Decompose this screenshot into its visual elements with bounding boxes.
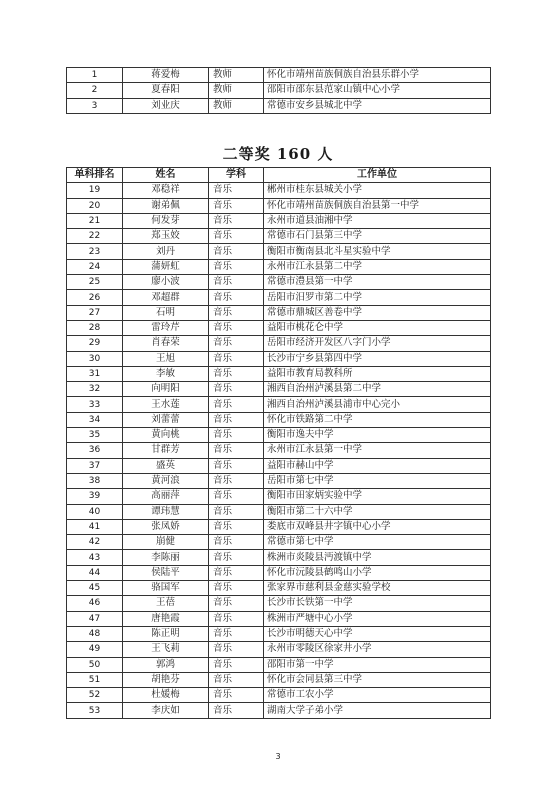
table-row bbox=[67, 320, 491, 335]
table-row bbox=[67, 703, 491, 718]
unit-cell: 常德市澧县第一中学 bbox=[264, 275, 491, 290]
subject-cell: 音乐 bbox=[209, 443, 264, 458]
rank-cell: 20 bbox=[67, 198, 123, 213]
subject-cell: 音乐 bbox=[209, 672, 264, 687]
unit-cell: 湖南大学子弟小学 bbox=[264, 703, 491, 718]
subject-cell: 音乐 bbox=[209, 565, 264, 580]
table-row bbox=[67, 535, 491, 550]
unit-cell: 益阳市教育局教科所 bbox=[264, 366, 491, 381]
unit-cell: 怀化市靖州苗族侗族自治县第一中学 bbox=[264, 198, 491, 213]
unit-cell: 永州市道县油湘中学 bbox=[264, 213, 491, 228]
rank-cell: 27 bbox=[67, 305, 123, 320]
name-cell: 盛英 bbox=[123, 458, 209, 473]
subject-cell: 音乐 bbox=[209, 535, 264, 550]
unit-cell: 永州市江永县第二中学 bbox=[264, 259, 491, 274]
rank-cell: 19 bbox=[67, 183, 123, 198]
subject-cell: 音乐 bbox=[209, 382, 264, 397]
name-cell: 高丽萍 bbox=[123, 489, 209, 504]
name-cell: 刘业庆 bbox=[123, 98, 209, 113]
rank-cell: 29 bbox=[67, 336, 123, 351]
name-cell: 唐艳霞 bbox=[123, 611, 209, 626]
table-row bbox=[67, 68, 491, 83]
table-row bbox=[67, 657, 491, 672]
unit-cell: 长沙市明德天心中学 bbox=[264, 626, 491, 641]
subject-cell: 教师 bbox=[209, 98, 264, 113]
table-row bbox=[67, 275, 491, 290]
rank-cell: 48 bbox=[67, 626, 123, 641]
rank-cell: 32 bbox=[67, 382, 123, 397]
unit-cell: 永州市江永县第一中学 bbox=[264, 443, 491, 458]
name-cell: 邓稳祥 bbox=[123, 183, 209, 198]
subject-cell: 音乐 bbox=[209, 642, 264, 657]
rank-cell: 49 bbox=[67, 642, 123, 657]
subject-cell: 音乐 bbox=[209, 596, 264, 611]
name-cell: 王蓓 bbox=[123, 596, 209, 611]
name-cell: 谭玮慧 bbox=[123, 504, 209, 519]
subject-cell: 音乐 bbox=[209, 229, 264, 244]
unit-cell: 株洲市炎陵县沔渡镇中学 bbox=[264, 550, 491, 565]
unit-cell: 衡阳市衡南县北斗星实验中学 bbox=[264, 244, 491, 259]
table-row bbox=[67, 229, 491, 244]
rank-cell: 50 bbox=[67, 657, 123, 672]
header-subject: 学科 bbox=[209, 168, 264, 183]
table-row bbox=[67, 519, 491, 534]
unit-cell: 长沙市宁乡县第四中学 bbox=[264, 351, 491, 366]
rank-cell: 22 bbox=[67, 229, 123, 244]
rank-cell: 43 bbox=[67, 550, 123, 565]
subject-cell: 音乐 bbox=[209, 259, 264, 274]
unit-cell: 湘西自治州泸溪县浦市中心完小 bbox=[264, 397, 491, 412]
name-cell: 李庆如 bbox=[123, 703, 209, 718]
unit-cell: 益阳市桃花仑中学 bbox=[264, 320, 491, 335]
header-rank: 单科排名 bbox=[67, 168, 123, 183]
unit-cell: 常德市石门县第三中学 bbox=[264, 229, 491, 244]
subject-cell: 音乐 bbox=[209, 412, 264, 427]
subject-cell: 音乐 bbox=[209, 244, 264, 259]
unit-cell: 常德市第七中学 bbox=[264, 535, 491, 550]
subject-cell: 音乐 bbox=[209, 305, 264, 320]
subject-cell: 音乐 bbox=[209, 213, 264, 228]
subject-cell: 音乐 bbox=[209, 657, 264, 672]
rank-cell: 31 bbox=[67, 366, 123, 381]
unit-cell: 益阳市赫山中学 bbox=[264, 458, 491, 473]
subject-cell: 音乐 bbox=[209, 183, 264, 198]
table-row bbox=[67, 366, 491, 381]
name-cell: 王飞莉 bbox=[123, 642, 209, 657]
table-row bbox=[67, 443, 491, 458]
rank-cell: 44 bbox=[67, 565, 123, 580]
unit-cell: 邵阳市第一中学 bbox=[264, 657, 491, 672]
second-prize-table-body bbox=[67, 183, 491, 718]
unit-cell: 娄底市双峰县井字镇中心小学 bbox=[264, 519, 491, 534]
name-cell: 夏春阳 bbox=[123, 83, 209, 98]
name-cell: 张凤娇 bbox=[123, 519, 209, 534]
unit-cell: 郴州市桂东县城关小学 bbox=[264, 183, 491, 198]
unit-cell: 永州市零陵区徐家井小学 bbox=[264, 642, 491, 657]
table-row bbox=[67, 489, 491, 504]
name-cell: 郭鸿 bbox=[123, 657, 209, 672]
rank-cell: 25 bbox=[67, 275, 123, 290]
name-cell: 黄向桃 bbox=[123, 428, 209, 443]
table-row bbox=[67, 198, 491, 213]
table-row bbox=[67, 473, 491, 488]
continued-award-table-body bbox=[67, 68, 491, 114]
name-cell: 雷玲芹 bbox=[123, 320, 209, 335]
subject-cell: 音乐 bbox=[209, 473, 264, 488]
unit-cell: 衡阳市第二十六中学 bbox=[264, 504, 491, 519]
rank-cell: 26 bbox=[67, 290, 123, 305]
name-cell: 谢弟佩 bbox=[123, 198, 209, 213]
name-cell: 胡艳芬 bbox=[123, 672, 209, 687]
rank-cell: 53 bbox=[67, 703, 123, 718]
name-cell: 刘蕾蕾 bbox=[123, 412, 209, 427]
subject-cell: 音乐 bbox=[209, 366, 264, 381]
subject-cell: 音乐 bbox=[209, 626, 264, 641]
rank-cell: 28 bbox=[67, 320, 123, 335]
subject-cell: 音乐 bbox=[209, 290, 264, 305]
table-row bbox=[67, 626, 491, 641]
subject-cell: 音乐 bbox=[209, 519, 264, 534]
rank-cell: 51 bbox=[67, 672, 123, 687]
name-cell: 廖小波 bbox=[123, 275, 209, 290]
name-cell: 李敏 bbox=[123, 366, 209, 381]
subject-cell: 音乐 bbox=[209, 688, 264, 703]
table-row bbox=[67, 259, 491, 274]
table-row bbox=[67, 244, 491, 259]
name-cell: 甘群芳 bbox=[123, 443, 209, 458]
rank-cell: 42 bbox=[67, 535, 123, 550]
table-row bbox=[67, 98, 491, 113]
table-row bbox=[67, 183, 491, 198]
subject-cell: 音乐 bbox=[209, 550, 264, 565]
rank-cell: 2 bbox=[67, 83, 123, 98]
name-cell: 邓超群 bbox=[123, 290, 209, 305]
unit-cell: 岳阳市经济开发区八字门小学 bbox=[264, 336, 491, 351]
rank-cell: 34 bbox=[67, 412, 123, 427]
section-heading: 二等奖 160 人 bbox=[222, 145, 334, 163]
table-row bbox=[67, 688, 491, 703]
unit-cell: 长沙市长铁第一中学 bbox=[264, 596, 491, 611]
rank-cell: 39 bbox=[67, 489, 123, 504]
rank-cell: 45 bbox=[67, 581, 123, 596]
name-cell: 骆国军 bbox=[123, 581, 209, 596]
rank-cell: 40 bbox=[67, 504, 123, 519]
subject-cell: 音乐 bbox=[209, 428, 264, 443]
page-number: 3 bbox=[275, 752, 281, 761]
table-row bbox=[67, 672, 491, 687]
rank-cell: 37 bbox=[67, 458, 123, 473]
rank-cell: 35 bbox=[67, 428, 123, 443]
table-row bbox=[67, 581, 491, 596]
subject-cell: 音乐 bbox=[209, 458, 264, 473]
name-cell: 何发芽 bbox=[123, 213, 209, 228]
name-cell: 陈正明 bbox=[123, 626, 209, 641]
unit-cell: 湘西自治州泸溪县第二中学 bbox=[264, 382, 491, 397]
rank-cell: 21 bbox=[67, 213, 123, 228]
unit-cell: 株洲市严塘中心小学 bbox=[264, 611, 491, 626]
name-cell: 王水莲 bbox=[123, 397, 209, 412]
table-row bbox=[67, 213, 491, 228]
subject-cell: 音乐 bbox=[209, 611, 264, 626]
name-cell: 李陈丽 bbox=[123, 550, 209, 565]
table-row bbox=[67, 290, 491, 305]
table-row bbox=[67, 305, 491, 320]
table-row bbox=[67, 611, 491, 626]
header-unit: 工作单位 bbox=[264, 168, 491, 183]
rank-cell: 23 bbox=[67, 244, 123, 259]
name-cell: 蒲妍虹 bbox=[123, 259, 209, 274]
second-prize-table bbox=[66, 167, 491, 719]
rank-cell: 41 bbox=[67, 519, 123, 534]
unit-cell: 常德市安乡县城北中学 bbox=[264, 98, 491, 113]
header-name: 姓名 bbox=[123, 168, 209, 183]
name-cell: 郑玉姣 bbox=[123, 229, 209, 244]
unit-cell: 怀化市沅陵县鹤鸣山小学 bbox=[264, 565, 491, 580]
table-row bbox=[67, 504, 491, 519]
subject-cell: 音乐 bbox=[209, 320, 264, 335]
table-row bbox=[67, 83, 491, 98]
subject-cell: 教师 bbox=[209, 83, 264, 98]
unit-cell: 邵阳市邵东县范家山镇中心小学 bbox=[264, 83, 491, 98]
rank-cell: 3 bbox=[67, 98, 123, 113]
name-cell: 崩健 bbox=[123, 535, 209, 550]
table-row bbox=[67, 397, 491, 412]
name-cell: 侯陆平 bbox=[123, 565, 209, 580]
name-cell: 王旭 bbox=[123, 351, 209, 366]
table-row bbox=[67, 336, 491, 351]
name-cell: 黄河浪 bbox=[123, 473, 209, 488]
rank-cell: 24 bbox=[67, 259, 123, 274]
rank-cell: 1 bbox=[67, 68, 123, 83]
name-cell: 杜媛梅 bbox=[123, 688, 209, 703]
unit-cell: 常德市鼎城区善卷中学 bbox=[264, 305, 491, 320]
header-row bbox=[67, 168, 491, 183]
unit-cell: 张家界市慈利县金慈实验学校 bbox=[264, 581, 491, 596]
table-row bbox=[67, 596, 491, 611]
subject-cell: 音乐 bbox=[209, 336, 264, 351]
subject-cell: 音乐 bbox=[209, 581, 264, 596]
name-cell: 刘丹 bbox=[123, 244, 209, 259]
rank-cell: 33 bbox=[67, 397, 123, 412]
name-cell: 石明 bbox=[123, 305, 209, 320]
table-row bbox=[67, 351, 491, 366]
name-cell: 向明阳 bbox=[123, 382, 209, 397]
unit-cell: 怀化市铁路第二中学 bbox=[264, 412, 491, 427]
subject-cell: 音乐 bbox=[209, 703, 264, 718]
name-cell: 蒋爱梅 bbox=[123, 68, 209, 83]
unit-cell: 岳阳市汨罗市第二中学 bbox=[264, 290, 491, 305]
table-row bbox=[67, 642, 491, 657]
subject-cell: 音乐 bbox=[209, 198, 264, 213]
table-row bbox=[67, 412, 491, 427]
rank-cell: 46 bbox=[67, 596, 123, 611]
continued-award-table bbox=[66, 67, 491, 114]
unit-cell: 衡阳市逸夫中学 bbox=[264, 428, 491, 443]
table-row bbox=[67, 565, 491, 580]
unit-cell: 常德市工农小学 bbox=[264, 688, 491, 703]
subject-cell: 音乐 bbox=[209, 351, 264, 366]
table-header bbox=[67, 168, 491, 183]
subject-cell: 音乐 bbox=[209, 504, 264, 519]
rank-cell: 30 bbox=[67, 351, 123, 366]
subject-cell: 音乐 bbox=[209, 397, 264, 412]
unit-cell: 衡阳市田家炳实验中学 bbox=[264, 489, 491, 504]
rank-cell: 47 bbox=[67, 611, 123, 626]
name-cell: 肖春荣 bbox=[123, 336, 209, 351]
table-row bbox=[67, 428, 491, 443]
rank-cell: 36 bbox=[67, 443, 123, 458]
table-row bbox=[67, 382, 491, 397]
subject-cell: 音乐 bbox=[209, 489, 264, 504]
rank-cell: 38 bbox=[67, 473, 123, 488]
unit-cell: 怀化市会同县第三中学 bbox=[264, 672, 491, 687]
subject-cell: 音乐 bbox=[209, 275, 264, 290]
rank-cell: 52 bbox=[67, 688, 123, 703]
unit-cell: 怀化市靖州苗族侗族自治县乐群小学 bbox=[264, 68, 491, 83]
unit-cell: 岳阳市第七中学 bbox=[264, 473, 491, 488]
table-row bbox=[67, 458, 491, 473]
table-row bbox=[67, 550, 491, 565]
subject-cell: 教师 bbox=[209, 68, 264, 83]
